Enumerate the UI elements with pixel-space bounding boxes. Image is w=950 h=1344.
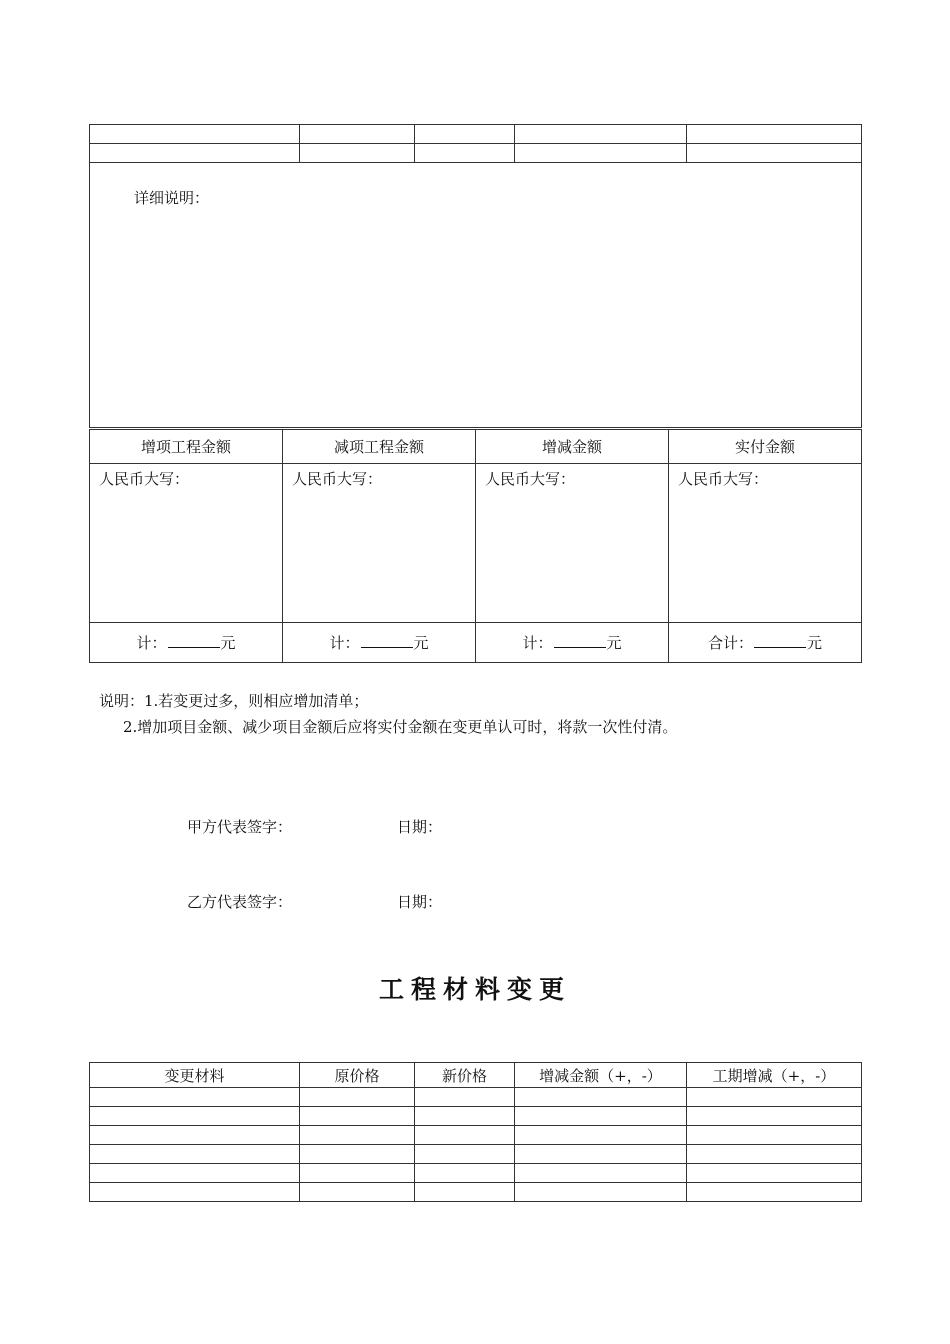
rmb-label: 人民币大写：: [678, 470, 769, 488]
party-b-date-label: 日期：: [397, 893, 443, 911]
party-a-signature-label: 甲方代表签字：: [187, 818, 293, 836]
table-cell[interactable]: [515, 1088, 687, 1107]
table-cell[interactable]: [300, 1107, 415, 1126]
table-cell[interactable]: [687, 1107, 862, 1126]
table-cell[interactable]: [415, 1164, 515, 1183]
table-row: [90, 464, 862, 623]
table-cell[interactable]: [300, 144, 415, 163]
table-cell[interactable]: [687, 1164, 862, 1183]
rmb-label: 人民币大写：: [292, 470, 383, 488]
table-cell[interactable]: [415, 1107, 515, 1126]
table-row: [90, 1164, 862, 1183]
table-cell[interactable]: [300, 125, 415, 144]
amount-blank[interactable]: [361, 632, 413, 648]
column-header: 原价格: [300, 1063, 415, 1088]
rmb-label: 人民币大写：: [99, 470, 190, 488]
table-cell[interactable]: [90, 1164, 300, 1183]
table-cell[interactable]: [515, 144, 687, 163]
table-row: [90, 1088, 862, 1107]
table-cell[interactable]: [687, 1126, 862, 1145]
table-row: [90, 1145, 862, 1164]
note-line-1: 说明：1.若变更过多，则相应增加清单；: [99, 692, 369, 710]
total-suffix: 元: [413, 634, 429, 652]
table-cell[interactable]: [415, 1126, 515, 1145]
total-cell[interactable]: [283, 623, 476, 663]
detail-label: 详细说明：: [134, 189, 210, 207]
table-cell[interactable]: [687, 1088, 862, 1107]
column-header: 实付金额: [669, 430, 862, 464]
party-a-date-label: 日期：: [397, 818, 443, 836]
table-cell[interactable]: [515, 1164, 687, 1183]
table-cell[interactable]: [415, 1088, 515, 1107]
note-line-2: 2.增加项目金额、减少项目金额后应将实付金额在变更单认可时，将款一次性付清。: [123, 718, 678, 736]
party-b-signature-label: 乙方代表签字：: [187, 893, 293, 911]
column-header: 增减金额（+，-）: [515, 1063, 687, 1088]
table-cell[interactable]: [90, 1107, 300, 1126]
column-header: 新价格: [415, 1063, 515, 1088]
table-row: [90, 125, 862, 144]
total-suffix: 元: [606, 634, 622, 652]
rmb-amount-cell[interactable]: [669, 464, 862, 623]
amount-blank[interactable]: [754, 632, 806, 648]
table-cell[interactable]: [515, 125, 687, 144]
rmb-amount-cell[interactable]: [283, 464, 476, 623]
amount-blank[interactable]: [168, 632, 220, 648]
amount-table: [89, 429, 862, 663]
table-header-row: [90, 1063, 862, 1088]
table-header-row: [90, 430, 862, 464]
column-header: 增项工程金额: [90, 430, 283, 464]
total-suffix: 元: [807, 634, 823, 652]
table-cell[interactable]: [687, 1183, 862, 1202]
total-cell[interactable]: [476, 623, 669, 663]
table-cell[interactable]: [687, 1145, 862, 1164]
table-cell[interactable]: [415, 1145, 515, 1164]
table-cell[interactable]: [687, 125, 862, 144]
material-change-table: [89, 1062, 862, 1202]
column-header: 减项工程金额: [283, 430, 476, 464]
table-cell[interactable]: [300, 1183, 415, 1202]
total-prefix: 合计：: [707, 634, 753, 652]
change-detail-table: [89, 124, 862, 428]
table-cell[interactable]: [515, 1107, 687, 1126]
rmb-label: 人民币大写：: [485, 470, 576, 488]
detail-description-cell[interactable]: [90, 163, 862, 428]
table-cell[interactable]: [300, 1164, 415, 1183]
table-cell[interactable]: [90, 1183, 300, 1202]
table-cell[interactable]: [415, 125, 515, 144]
total-cell[interactable]: [669, 623, 862, 663]
amount-blank[interactable]: [554, 632, 606, 648]
table-cell[interactable]: [515, 1126, 687, 1145]
table-cell[interactable]: [515, 1145, 687, 1164]
table-cell[interactable]: [90, 1145, 300, 1164]
table-cell[interactable]: [90, 1088, 300, 1107]
table-cell[interactable]: [300, 1126, 415, 1145]
total-suffix: 元: [220, 634, 236, 652]
table-cell[interactable]: [90, 144, 300, 163]
total-cell[interactable]: [90, 623, 283, 663]
column-header: 变更材料: [90, 1063, 300, 1088]
rmb-amount-cell[interactable]: [90, 464, 283, 623]
table-row: [90, 1107, 862, 1126]
table-row: [90, 144, 862, 163]
table-cell[interactable]: [415, 144, 515, 163]
table-row: [90, 1126, 862, 1145]
table-row: [90, 1183, 862, 1202]
total-prefix: 计：: [522, 634, 553, 652]
table-cell[interactable]: [300, 1145, 415, 1164]
table-cell[interactable]: [415, 1183, 515, 1202]
table-cell[interactable]: [515, 1183, 687, 1202]
table-row: [90, 623, 862, 663]
table-cell[interactable]: [300, 1088, 415, 1107]
table-cell[interactable]: [90, 1126, 300, 1145]
material-change-title: 工程材料变更: [378, 975, 571, 1004]
table-cell[interactable]: [90, 125, 300, 144]
table-row: [90, 163, 862, 428]
column-header: 工期增减（+，-）: [687, 1063, 862, 1088]
total-prefix: 计：: [136, 634, 167, 652]
column-header: 增减金额: [476, 430, 669, 464]
rmb-amount-cell[interactable]: [476, 464, 669, 623]
table-cell[interactable]: [687, 144, 862, 163]
total-prefix: 计：: [329, 634, 360, 652]
